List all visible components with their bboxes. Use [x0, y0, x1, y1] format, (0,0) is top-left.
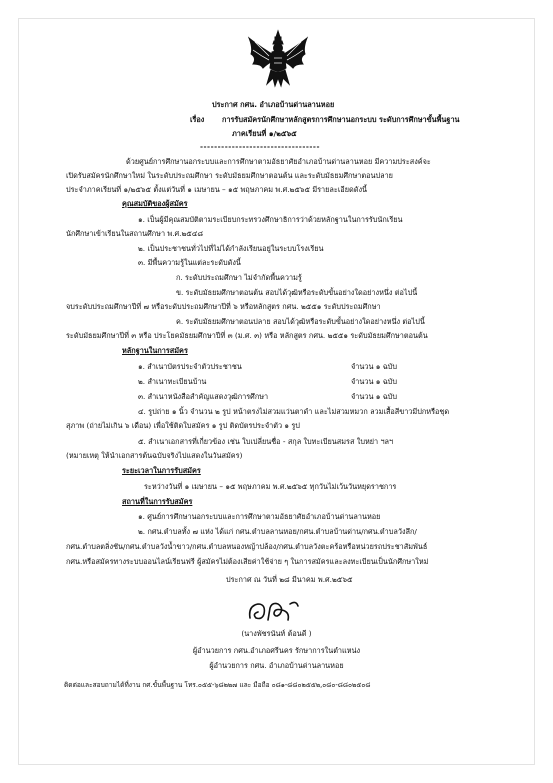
document-other-line: ๕. สำเนาเอกสารที่เกี่ยวข้อง เช่น ใบเปลี่ยนชื่อ - สกุล ใบทะเบียนสมรส ใบหย่า ฯลฯ	[138, 437, 394, 446]
qualification-line: จบระดับประถมศึกษาปีที่ ๗ หรือระดับประถมศึกษาปีที่ ๖ หรือหลักสูตร กศน. ๒๕๕๑ ระดับประถมศึกษา	[66, 302, 381, 311]
documents-heading: หลักฐานในการสมัคร	[122, 346, 188, 355]
contact-footer: ติดต่อและสอบถามได้ที่งาน กศ.ขั้นพื้นฐาน โทร.๐๕๕-๖๘๒๒๗ และ มือถือ ๐๘๑-๘๘๐๒๕๕๒,๐๘๐-๘๘๐๒๕๐๘	[64, 681, 371, 689]
signature-image	[244, 596, 304, 626]
qualification-line: ๒. เป็นประชาชนทั่วไปที่ไม่ได้กำลังเรียนอยู่ในระบบโรงเรียน	[138, 244, 324, 253]
document-item-qty: จำนวน ๑ ฉบับ	[351, 392, 397, 401]
document-item-qty: จำนวน ๑ ฉบับ	[351, 362, 397, 371]
qualification-line: ระดับมัธยมศึกษาปีที่ ๓ หรือ ประโยคมัธยมศึกษาปีที่ ๓ (ม.ศ. ๓) หรือ หลักสูตร กศน. ๒๕๕๑ ระดับมัธยมศึกษาตอนต้น	[66, 331, 428, 340]
place-line: ๒. กศน.ตำบลทั้ง ๗ แห่ง ได้แก่ กศน.ตำบลลานหอย/กศน.ตำบลบ้านด่าน/กศน.ตำบลวังลึก/	[138, 527, 417, 536]
qualification-line: ๓. มีพื้นความรู้ในแต่ละระดับดังนี้	[138, 258, 241, 267]
document-photo-line: ๔. รูปถ่าย ๑ นิ้ว จำนวน ๒ รูป หน้าตรงไม่สวมแว่นตาดำ และไม่สวมหมวก ลวมเสื้อสีขาวมีปกหรือชุด	[138, 407, 450, 416]
intro-line-1: ด้วยศูนย์การศึกษานอกระบบและการศึกษาตามอัธยาศัยอำเภอบ้านด่านลานหอย มีความประสงค์จะ	[126, 157, 431, 166]
garuda-emblem-icon	[245, 28, 311, 94]
document-photo-line: สุภาพ (ถ่ายไม่เกิน ๖ เดือน) เพื่อใช้ติดใบสมัคร ๑ รูป ติดบัตรประจำตัว ๑ รูป	[66, 421, 300, 430]
qualification-line: ข. ระดับมัธยมศึกษาตอนต้น สอบได้วุฒิหรือระดับขั้นอย่างใดอย่างหนึ่ง ต่อไปนี้	[176, 288, 418, 297]
subject-label: เรื่อง	[190, 115, 205, 124]
qualification-line: นักศึกษาเข้าเรียนในสถานศึกษา พ.ศ.๒๕๔๘	[66, 229, 203, 238]
qualifications-heading: คุณสมบัติของผู้สมัคร	[122, 199, 188, 208]
term-text: ภาคเรียนที่ ๑/๒๕๖๕	[232, 129, 297, 138]
qualification-line: ก. ระดับประถมศึกษา ไม่จำกัดพื้นความรู้	[176, 273, 302, 282]
intro-line-2: เปิดรับสมัครนักศึกษาใหม่ ในระดับประถมศึกษา ระดับมัธยมศึกษาตอนต้น และระดับมัธยมศึกษาตอนปลาย	[66, 171, 393, 180]
qualification-line: ๑. เป็นผู้มีคุณสมบัติตามระเบียบกระทรวงศึกษาธิการว่าด้วยหลักฐานในการรับนักเรียน	[138, 215, 403, 224]
places-heading: สถานที่ในการรับสมัคร	[122, 497, 193, 506]
signer-name: (นางพัชรนันท์ ต้อนดี )	[241, 629, 312, 638]
announce-date: ประกาศ ณ วันที่ ๒๘ มีนาคม พ.ศ.๒๕๖๕	[226, 575, 353, 584]
document-note: (หมายเหตุ ให้นำเอกสารต้นฉบับจริงไปแสดงในวันสมัคร)	[66, 451, 243, 460]
intro-line-3: ประจำภาคเรียนที่ ๑/๒๕๖๕ ตั้งแต่วันที่ ๑ เมษายน – ๑๕ พฤษภาคม พ.ศ.๒๕๖๕ มีรายละเอียดดังนี้	[66, 185, 367, 194]
announcement-title: ประกาศ กศน. อำเภอบ้านด่านลานหอย	[212, 100, 335, 109]
document-item-qty: จำนวน ๑ ฉบับ	[351, 377, 397, 386]
place-line: ๑. ศูนย์การศึกษานอกระบบและการศึกษาตามอัธยาศัยอำเภอบ้านด่านลานหอย	[138, 512, 381, 521]
place-line: กศน.หรือสมัครทางระบบออนไลน์เรียนฟรี ผู้สมัครไม่ต้องเสียค่าใช้จ่าย ๆ ในการสมัครและลงทะเบียนเป็นนักศึกษาใหม่	[66, 557, 429, 566]
document-item-label: ๓. สำเนาหนังสือสำคัญแสดงวุฒิการศึกษา	[138, 392, 269, 401]
document-item-label: ๑. สำเนาบัตรประจำตัวประชาชน	[138, 362, 242, 371]
period-text: ระหว่างวันที่ ๑ เมษายน – ๑๕ พฤษภาคม พ.ศ.๒๕๖๕ ทุกวันไม่เว้นวันหยุดราชการ	[144, 482, 397, 491]
place-line: กศน.ตำบลตลิ่งชัน/กศน.ตำบลวังน้ำขาว/กศน.ตำบลหนองหญ้าปล้อง/กศน.ตำบลวังตะคร้อหรือหน่วยรถประชาสัมพันธ์	[66, 542, 428, 551]
qualification-line: ค. ระดับมัธยมศึกษาตอนปลาย สอบได้วุฒิหรือระดับขั้นอย่างใดอย่างหนึ่ง ต่อไปนี้	[176, 317, 425, 326]
header-divider: ----------------------------------	[200, 142, 320, 151]
subject-text: การรับสมัครนักศึกษาหลักสูตรการศึกษานอกระบบ ระดับการศึกษาขั้นพื้นฐาน	[222, 115, 460, 124]
document-item-label: ๒. สำเนาทะเบียนบ้าน	[138, 377, 207, 386]
signer-title-2: ผู้อำนวยการ กศน. อำเภอบ้านด่านลานหอย	[209, 661, 344, 670]
signer-title-1: ผู้อำนวยการ กศน.อำเภอศรีนคร รักษาการในตำแหน่ง	[192, 646, 361, 655]
period-heading: ระยะเวลาในการรับสมัคร	[122, 466, 201, 475]
